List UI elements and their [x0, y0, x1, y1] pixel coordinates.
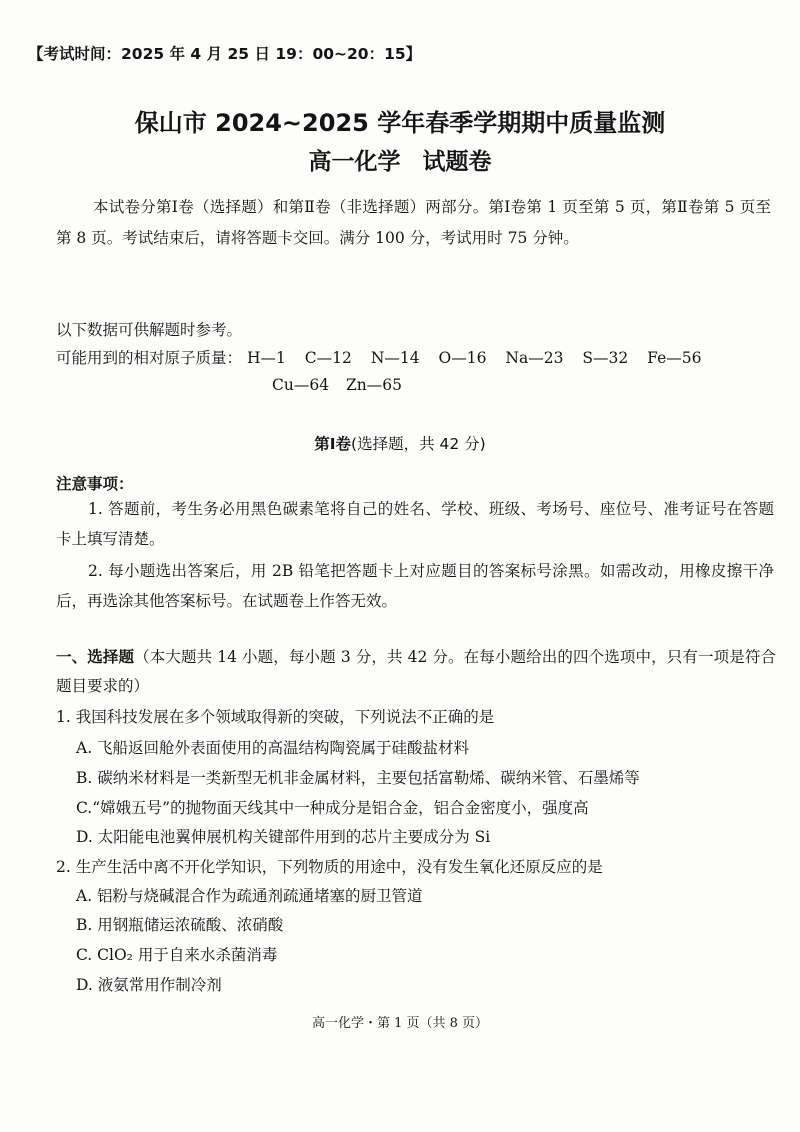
atomic-mass: Cu—64 [272, 376, 330, 394]
exam-subtitle [0, 143, 800, 176]
section-name: 第Ⅰ卷 [314, 435, 352, 453]
question-option: A. 铝粉与烧碱混合作为疏通剂疏通堵塞的厨卫管道 [76, 887, 423, 905]
atomic-mass: H—1 [246, 349, 286, 367]
part-one-heading [56, 643, 776, 701]
atomic-mass: Zn—65 [346, 376, 402, 394]
section-description: (选择题，共 42 分) [351, 435, 486, 453]
atomic-masses-line-2 [272, 376, 414, 394]
question-option: D. 液氨常用作制冷剂 [76, 976, 222, 994]
atomic-mass: Fe—56 [647, 349, 702, 367]
subject-name: 高一化学 [308, 149, 401, 175]
atomic-mass: S—32 [582, 349, 629, 367]
question-option: A. 飞船返回舱外表面使用的高温结构陶瓷属于硅酸盐材料 [76, 739, 470, 757]
question-stem: 1. 我国科技发展在多个领域取得新的突破，下列说法不正确的是 [56, 708, 495, 726]
atomic-masses-label: 可能用到的相对原子质量： [56, 349, 243, 367]
notes-title: 注意事项： [56, 475, 134, 493]
exam-time: 【考试时间：2025 年 4 月 25 日 19：00~20：15】 [28, 45, 422, 63]
question-option: C. ClO₂ 用于自来水杀菌消毒 [76, 946, 278, 964]
atomic-mass: N—14 [370, 349, 420, 367]
atomic-masses-line-1 [56, 346, 701, 368]
question-option: B. 碳纳米材料是一类新型无机非金属材料，主要包括富勒烯、碳纳米管、石墨烯等 [76, 769, 640, 787]
atomic-mass: C—12 [304, 349, 352, 367]
section-header [0, 432, 800, 454]
part-one-description: （本大题共 14 小题，每小题 3 分，共 42 分。在每小题给出的四个选项中，只有一项是符合题目要求的） [56, 648, 776, 695]
document-type: 试题卷 [422, 149, 492, 175]
page-footer: 高一化学・第 1 页（共 8 页） [311, 1016, 489, 1031]
part-one-label: 一、选择题 [56, 648, 135, 666]
question-option: B. 用钢瓶储运浓硫酸、浓硝酸 [76, 916, 284, 934]
note-item: 1. 答题前，考生务必用黑色碳素笔将自己的姓名、学校、班级、考场号、座位号、准考证号在答题卡上填写清楚。 [56, 500, 775, 548]
atomic-mass: Na—23 [505, 349, 564, 367]
note-item: 2. 每小题选出答案后，用 2B 铅笔把答题卡上对应题目的答案标号涂黑。如需改动，用橡皮擦干净后，再选涂其他答案标号。在试题卷上作答无效。 [56, 562, 774, 610]
exam-title: 保山市 2024~2025 学年春季学期期中质量监测 [134, 109, 666, 137]
intro-paragraph: 本试卷分第Ⅰ卷（选择题）和第Ⅱ卷（非选择题）两部分。第Ⅰ卷第 1 页至第 5 页，第Ⅱ卷第 5 页至第 8 页。考试结束后，请将答题卡交回。满分 100 分，考试用时 75 分钟。 [56, 198, 771, 247]
reference-note: 以下数据可供解题时参考。 [56, 321, 243, 339]
question-option: C.“嫦娥五号”的抛物面天线其中一种成分是铝合金，铝合金密度小，强度高 [76, 799, 589, 817]
question-stem: 2. 生产生活中离不开化学知识，下列物质的用途中，没有发生氧化还原反应的是 [56, 858, 603, 876]
question-option: D. 太阳能电池翼伸展机构关键部件用到的芯片主要成分为 Si [76, 828, 491, 846]
atomic-mass: O—16 [438, 349, 487, 367]
